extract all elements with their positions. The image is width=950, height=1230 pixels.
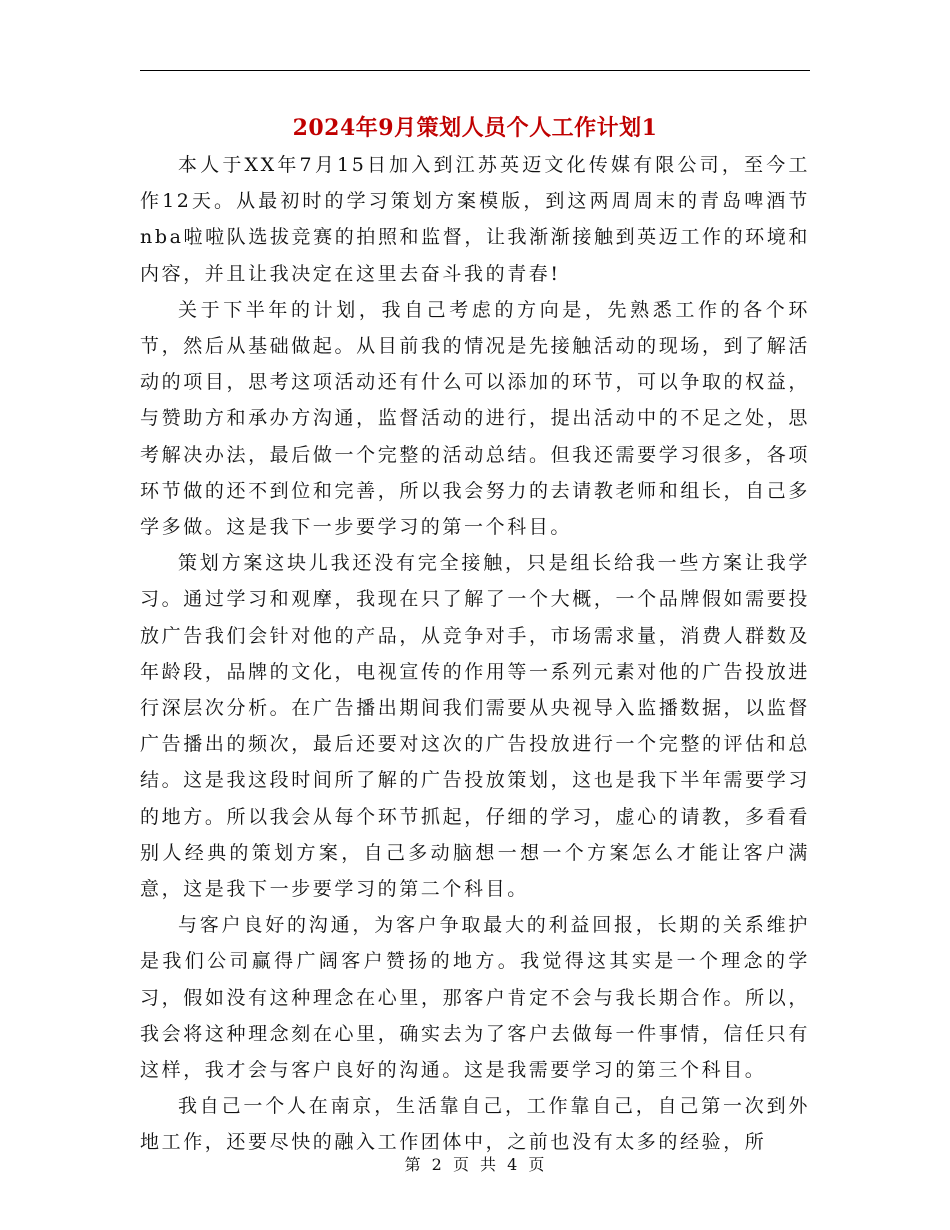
document-body: [140, 147, 810, 1161]
paragraph-1: 本人于XX年7月15日加入到江苏英迈文化传媒有限公司，至今工作12天。从最初时的学习策划方案模版，到这两周周末的青岛啤酒节nba啦啦队选拔竞赛的拍照和监督，让我渐渐接触到英迈工作的环境和内容，并且让我决定在这里去奋斗我的青春!: [140, 154, 810, 285]
page-footer: 第 2 页 共 4 页: [404, 1155, 546, 1174]
document-title: 2024年9月策划人员个人工作计划1: [292, 115, 658, 141]
paragraph-4: 与客户良好的沟通，为客户争取最大的利益回报，长期的关系维护是我们公司赢得广阔客户赞扬的地方。我觉得这其实是一个理念的学习，假如没有这种理念在心里，那客户肯定不会与我长期合作。所以，我会将这种理念刻在心里，确实去为了客户去做每一件事情，信任只有这样，我才会与客户良好的沟通。这是我需要学习的第三个科目。: [140, 914, 810, 1082]
paragraph-5: 我自己一个人在南京，生活靠自己，工作靠自己，自己第一次到外地工作，还要尽快的融入工作团体中，之前也没有太多的经验，所: [140, 1095, 810, 1154]
header-rule: [140, 70, 810, 71]
paragraph-3: 策划方案这块儿我还没有完全接触，只是组长给我一些方案让我学习。通过学习和观摩，我现在只了解了一个大概，一个品牌假如需要投放广告我们会针对他的产品，从竞争对手，市场需求量，消费人群数及年龄段，品牌的文化，电视宣传的作用等一系列元素对他的广告投放进行深层次分析。在广告播出期间我们需要从央视导入监播数据，以监督广告播出的频次，最后还要对这次的广告投放进行一个完整的评估和总结。这是我这段时间所了解的广告投放策划，这也是我下半年需要学习的地方。所以我会从每个环节抓起，仔细的学习，虚心的请教，多看看别人经典的策划方案，自己多动脑想一想一个方案怎么才能让客户满意，这是我下一步要学习的第二个科目。: [140, 552, 810, 901]
paragraph-2: 关于下半年的计划，我自己考虑的方向是，先熟悉工作的各个环节，然后从基础做起。从目前我的情况是先接触活动的现场，到了解活动的项目，思考这项活动还有什么可以添加的环节，可以争取的权益，与赞助方和承办方沟通，监督活动的进行，提出活动中的不足之处，思考解决办法，最后做一个完整的活动总结。但我还需要学习很多，各项环节做的还不到位和完善，所以我会努力的去请教老师和组长，自己多学多做。这是我下一步要学习的第一个科目。: [140, 298, 810, 539]
